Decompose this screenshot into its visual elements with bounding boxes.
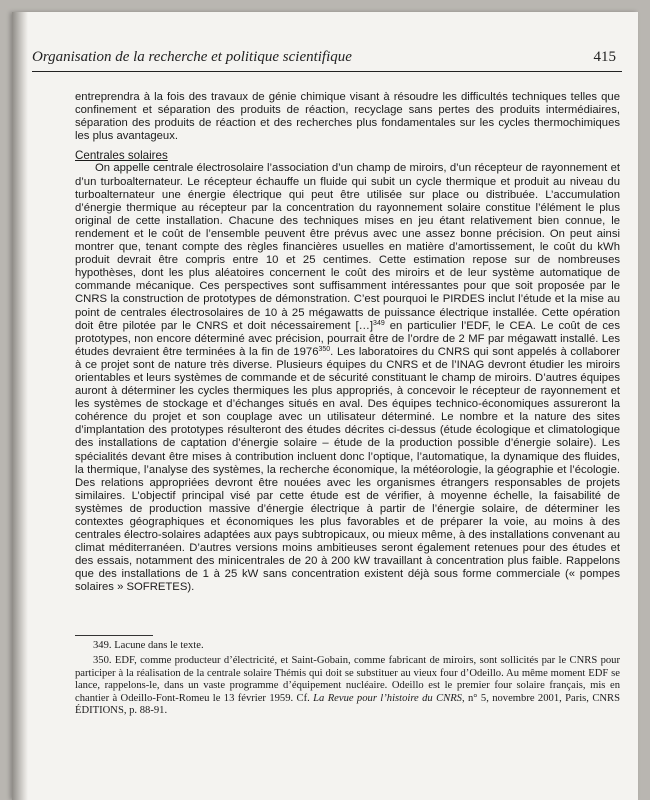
book-page	[12, 12, 638, 800]
main-paragraph-part-c: . Les laboratoires du CNRS qui sont appelés à collaborer à ce projet sont de nature très diverse. Plusieurs équipes du CNRS et de l’INAG devront étudier les miroirs orientables et leurs systèmes de commande et de sécurité constituant le champ de miroirs. D’autres équipes auront à déterminer les cycles thermiques les plus appropriés, à concevoir le récepteur de rayonnement et les systèmes de stockage et d’échanges situés en aval. Des équipes technico-économiques assureront la cohérence du projet et son couplage avec un utilisateur déterminé. Le nombre et la nature des sites d’implantation des prototypes résulteront des études décrites ci-dessus (étude écologique et climatologique des installations de captation d’énergie solaire – étude de la production possible d’énergie solaire). Les spécialités devant être mises à contribution incluent donc l’optique, l’automatique, la dynamique des fluides, la thermique, l’analyse des systèmes, la recherche économique, la météorologie, la géographie et l’écologie. Des relations appropriées devront être nouées avec les organismes étrangers responsables de projets similaires. L’objectif principal visé par cette étude est de vérifier, à moyenne échelle, la faisabilité de systèmes de production massive d’énergie électrique à partir de l’énergie solaire, de déterminer les contextes géographiques et économiques les plus favorables et de préparer la voie, au moins à des centrales électro-solaires adaptées aux pays subtropicaux, ou mieux même, à des installations convenant au climat méditerranéen. D’autres versions moins ambitieuses seront également retenues pour des études et des essais, notamment des minicentrales de 20 à 200 kW travaillant à concentration plus faible. Rappelons que des installations de 1 à 25 kW sans concentration existent déjà sous forme commerciale (« pompes solaires » SOFRETES).	[75, 345, 620, 594]
book-spine-shadow	[12, 12, 28, 800]
footnote-rule	[75, 635, 153, 636]
intro-paragraph: entreprendra à la fois des travaux de génie chimique visant à résoudre les difficultés techniques telles que confinement et séparation des produits de réaction, recyclage sans pertes des produits intermédiaires, séparation des produits de réaction et des recherches plus fondamentales sur les cycles thermochimiques les plus avantageux.	[75, 91, 620, 143]
running-head-title: Organisation de la recherche et politique scientifique	[32, 49, 352, 65]
running-head	[32, 39, 622, 72]
footnote-349: 349. Lacune dans le texte.	[93, 640, 204, 651]
footnote-350-journal: La Revue pour l’histoire du CNRS	[313, 692, 462, 704]
page-number: 415	[593, 49, 616, 65]
footnote-350-text-b: , n° 5, novembre 2001, Paris, CNRS ÉDITIONS, p. 88-91.	[75, 692, 620, 717]
footnote-350-text-a: 350. EDF, comme producteur d’électricité, et Saint-Gobain, comme fabricant de miroirs, sont sollicités par le CNRS pour participer à la réalisation de la centrale solaire Thémis qui doit se substituer au vieux four d’Odeillo. Au même moment EDF se lance, rappelons-le, dans un vaste programme d’équipement nucléaire. Odeillo est le premier four solaire français, mis en chantier à Odeillo-Font-Romeu le 13 février 1959. Cf.	[75, 655, 620, 704]
section-title: Centrales solaires	[75, 149, 168, 163]
footnote-350	[75, 655, 620, 717]
footnote-ref-350[interactable]: 350	[318, 345, 331, 353]
main-paragraph	[75, 162, 620, 594]
footnote-ref-349[interactable]: 349	[373, 319, 385, 327]
footnotes	[75, 640, 620, 717]
main-paragraph-part-a: On appelle centrale électrosolaire l’association d’un champ de miroirs, d’un récepteur de rayonnement et d’un turboalternateur. Le récepteur échauffe un fluide qui subit un cycle thermique et produit au niveau du turboalternateur une énergie électrique qui peut être utilisée sur place ou distribuée. L’accumulation d’énergie thermique au récepteur par la concentration du rayonnement solaire constitue l’élément le plus original de cette installation. Chacune des techniques mises en jeu étant relativement bien connue, le rendement et le coût de l’ensemble peuvent être prévus avec une assez bonne précision. On peut ainsi montrer que, tenant compte des règles financières usuelles en matière d’amortissement, le coût du kWh produit devrait être compris entre 10 et 25 centimes. Cette estimation repose sur de nombreuses hypothèses, dont les plus aléatoires concernent le coût des miroirs et de leur système automatique de commande mécanique. Ces perspectives sont suffisamment intéressantes pour que soit proposée par le CNRS la construction de prototypes de démonstration. C’est pourquoi le PIRDES inclut l’étude et la mise au point de centrales électrosolaires de 10 à 25 mégawatts de puissance électrique installée. Cette opération doit être pilotée par le CNRS et doit nécessairement […]	[75, 162, 620, 332]
body-text	[75, 91, 620, 595]
main-paragraph-part-b: en particulier l’EDF, le CEA. Le coût de ces prototypes, non encore déterminé avec précision, pourrait être de l’ordre de 2 MF par mégawatt installé. Les études devraient être terminées à la fin de 1976	[75, 319, 620, 358]
